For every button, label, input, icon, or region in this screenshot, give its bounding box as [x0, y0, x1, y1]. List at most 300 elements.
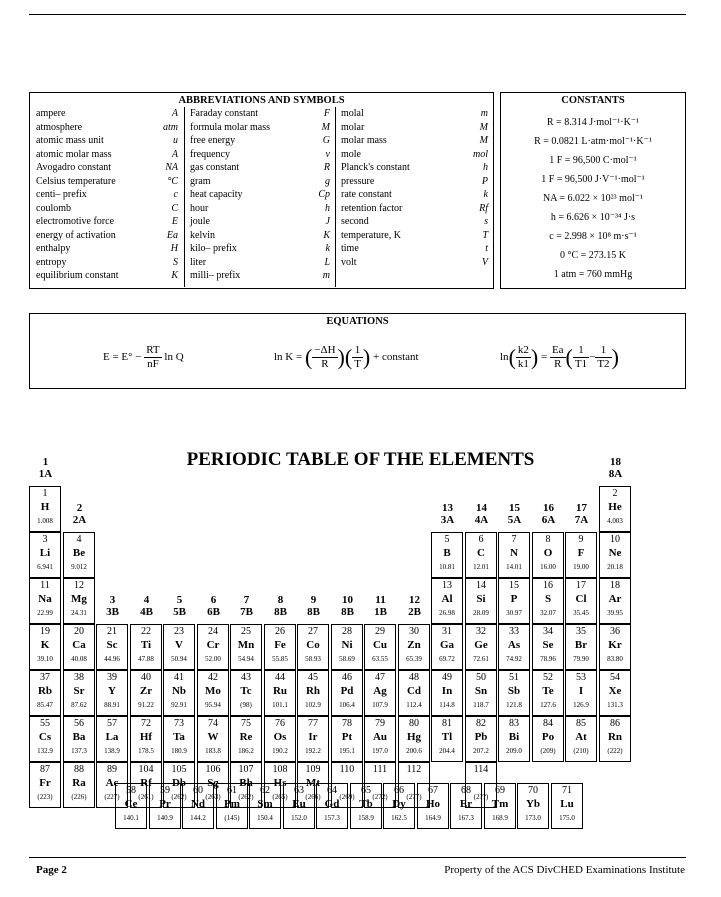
element-number: 86	[610, 718, 620, 729]
element-cell	[63, 624, 95, 670]
element-symbol: Nd	[190, 798, 206, 810]
abbr-term: centi– prefix	[36, 189, 87, 200]
abbr-term: gas constant	[190, 162, 240, 173]
element-symbol: Gd	[324, 798, 340, 810]
element-mass: 180.9	[171, 747, 187, 755]
element-mass: (263)	[205, 793, 221, 801]
eq3-fraction4	[595, 344, 611, 371]
element-cell	[364, 624, 396, 670]
element-cell	[599, 486, 631, 532]
element-number: 43	[241, 672, 251, 683]
element-symbol: Yb	[525, 798, 541, 810]
element-number: 34	[543, 626, 553, 637]
abbr-symbol: T	[482, 229, 488, 241]
element-symbol: Zn	[407, 639, 421, 651]
bottom-rule	[29, 857, 686, 858]
eq2-num: −ΔH	[314, 344, 336, 356]
element-cell	[599, 716, 631, 762]
element-cell	[532, 716, 564, 762]
group-number: 6	[210, 594, 217, 606]
abbr-term: second	[341, 216, 369, 227]
element-symbol: Tm	[491, 798, 509, 810]
eq3-den3: T1	[574, 358, 588, 370]
element-mass: 87.62	[71, 701, 87, 709]
abbr-symbol: k	[483, 189, 488, 200]
element-symbol: Tl	[441, 731, 453, 743]
element-number: 80	[409, 718, 419, 729]
element-cell	[29, 486, 61, 532]
element-number: 23	[174, 626, 184, 637]
element-symbol: Er	[459, 798, 473, 810]
element-mass: 91.22	[138, 701, 154, 709]
element-mass: 157.3	[324, 814, 340, 822]
abbr-term: heat capacity	[190, 189, 243, 200]
element-symbol: Y	[108, 685, 116, 697]
element-cell	[264, 716, 296, 762]
element-number: 49	[442, 672, 452, 683]
element-mass: (227)	[104, 793, 120, 801]
element-cell	[197, 716, 229, 762]
group-label: 2B	[408, 606, 421, 618]
group-label: 6A	[541, 514, 556, 526]
element-mass: 39.10	[37, 655, 53, 663]
eq2-den: R	[321, 358, 329, 370]
element-symbol: La	[105, 731, 119, 743]
abbr-col3-names	[341, 107, 410, 269]
eq2-num2: 1	[352, 344, 363, 358]
group-header	[163, 594, 196, 618]
element-symbol: I	[578, 685, 584, 697]
element-symbol: Si	[476, 593, 486, 605]
element-mass: (261)	[138, 793, 154, 801]
eq2-right: + constant	[373, 351, 419, 364]
element-symbol: Tc	[240, 685, 252, 697]
element-number: 41	[174, 672, 184, 683]
element-cell	[63, 532, 95, 578]
element-mass: 58.69	[339, 655, 355, 663]
element-cell	[398, 624, 430, 670]
abbr-term: time	[341, 243, 359, 254]
group-number: 8	[277, 594, 284, 606]
group-header	[398, 594, 431, 618]
element-mass: 101.1	[272, 701, 288, 709]
element-cell	[398, 716, 430, 762]
group-label: 5B	[173, 606, 186, 618]
element-symbol: Au	[372, 731, 388, 743]
abbr-symbol: mol	[473, 148, 488, 160]
element-mass: 178.5	[138, 747, 154, 755]
element-cell	[599, 532, 631, 578]
abbr-term: kilo– prefix	[190, 243, 237, 254]
abbr-term: milli– prefix	[190, 270, 241, 281]
element-symbol: Pb	[474, 731, 488, 743]
element-cell	[96, 624, 128, 670]
element-cell	[364, 716, 396, 762]
element-symbol: Po	[541, 731, 555, 743]
element-mass: 63.55	[372, 655, 388, 663]
element-number: 45	[308, 672, 318, 683]
element-cell	[297, 670, 329, 716]
element-mass: 118.7	[473, 701, 489, 709]
property-notice: Property of the ACS DivCHED Examinations Institute	[444, 864, 685, 876]
element-mass: 1.008	[37, 517, 53, 525]
element-mass: (265)	[272, 793, 288, 801]
abbr-symbol: h	[325, 202, 330, 214]
element-number: 5	[444, 534, 450, 545]
element-cell	[517, 783, 549, 829]
group-label: 8B	[307, 606, 320, 618]
equations-title: EQUATIONS	[326, 316, 389, 327]
element-number: 59	[160, 785, 170, 796]
element-cell	[29, 578, 61, 624]
constant-item: 1 F = 96,500 C·mol⁻¹	[549, 155, 637, 166]
element-symbol: V	[175, 639, 183, 651]
element-number: 60	[193, 785, 203, 796]
group-label: 1B	[374, 606, 387, 618]
abbr-symbol: atm	[163, 121, 178, 133]
element-mass: 173.0	[525, 814, 541, 822]
element-number: 44	[275, 672, 285, 683]
abbr-term: kelvin	[190, 229, 215, 241]
eq1-den: nF	[147, 358, 159, 370]
abbr-col1-names	[36, 107, 119, 283]
element-cell	[450, 783, 482, 829]
element-symbol: Ge	[474, 639, 488, 651]
constant-item: 1 atm = 760 mmHg	[553, 269, 633, 280]
element-number: 28	[342, 626, 352, 637]
element-mass: (266)	[305, 793, 321, 801]
element-number: 13	[442, 580, 452, 591]
element-number: 1	[42, 488, 48, 499]
element-number: 76	[275, 718, 285, 729]
element-number: 75	[241, 718, 251, 729]
element-cell	[599, 624, 631, 670]
element-symbol: Pr	[159, 798, 171, 810]
element-mass: (209)	[540, 747, 556, 755]
element-mass: (2??)	[473, 793, 489, 801]
abbr-symbol: °C	[167, 175, 178, 187]
element-number: 24	[208, 626, 218, 637]
element-symbol: Ca	[72, 639, 86, 651]
abbr-term: energy of activation	[36, 229, 116, 241]
element-mass: 186.2	[238, 747, 254, 755]
element-mass: 52.00	[205, 655, 221, 663]
group-number: 11	[375, 594, 386, 606]
element-number: 11	[40, 580, 50, 591]
element-cell	[29, 716, 61, 762]
eq3-fraction	[516, 344, 531, 371]
group-label: 7B	[240, 606, 253, 618]
element-mass: 137.3	[71, 747, 87, 755]
element-symbol: Pm	[224, 798, 240, 810]
abbr-symbol: Ea	[166, 229, 178, 241]
element-cell	[565, 716, 597, 762]
element-cell	[565, 670, 597, 716]
element-mass: 127.6	[540, 701, 556, 709]
element-number: 33	[509, 626, 519, 637]
element-cell	[197, 670, 229, 716]
element-cell	[197, 624, 229, 670]
element-mass: (262)	[238, 793, 254, 801]
element-cell	[599, 578, 631, 624]
element-mass: 126.9	[573, 701, 589, 709]
element-symbol: Na	[38, 593, 52, 605]
group-header	[532, 502, 565, 526]
group-number: 14	[476, 502, 487, 514]
abbr-symbol: K	[171, 270, 178, 281]
eq3-num3: 1	[573, 344, 589, 358]
element-mass: (262)	[171, 793, 187, 801]
element-mass: (277)	[406, 793, 422, 801]
element-mass: 12.01	[473, 563, 489, 571]
element-mass: 112.4	[406, 701, 422, 709]
element-mass: 28.09	[473, 609, 489, 617]
element-symbol: Co	[306, 639, 320, 651]
element-mass: (269)	[339, 793, 355, 801]
group-number: 10	[342, 594, 353, 606]
eq1-right: ln Q	[164, 351, 184, 364]
constant-item: 1 F = 96,500 J·V⁻¹·mol⁻¹	[541, 174, 645, 185]
eq2-fraction2	[352, 344, 363, 371]
abbr-term: atmosphere	[36, 121, 83, 133]
element-symbol: Ce	[124, 798, 138, 810]
eq1-num: RT	[146, 344, 160, 356]
group-label: 7A	[574, 514, 589, 526]
element-cell	[565, 578, 597, 624]
element-cell	[532, 578, 564, 624]
eq3-num: k2	[517, 344, 529, 356]
abbr-symbol: g	[325, 175, 330, 187]
eq2-fraction	[312, 344, 337, 371]
group-number: 18	[610, 456, 621, 468]
element-number: 51	[509, 672, 519, 683]
element-number: 18	[610, 580, 620, 591]
abbr-symbol: K	[323, 229, 330, 241]
abbr-term: mole	[341, 148, 361, 160]
abbr-term: pressure	[341, 175, 375, 187]
element-cell	[431, 578, 463, 624]
group-number: 2	[76, 502, 83, 514]
abbr-term: atomic molar mass	[36, 148, 112, 160]
element-symbol: Os	[273, 731, 287, 743]
element-number: 56	[74, 718, 84, 729]
element-mass: (223)	[37, 793, 53, 801]
element-symbol: Bh	[239, 777, 253, 789]
element-number: 78	[342, 718, 352, 729]
element-symbol: Fe	[274, 639, 286, 651]
element-cell	[498, 624, 530, 670]
element-symbol: He	[608, 501, 622, 513]
abbr-symbol: v	[325, 148, 330, 160]
element-number: 108	[272, 764, 288, 775]
element-number: 81	[442, 718, 452, 729]
group-label: 3B	[106, 606, 119, 618]
element-symbol: Hf	[139, 731, 153, 743]
element-symbol: Mn	[237, 639, 255, 651]
group-number: 13	[442, 502, 453, 514]
top-rule	[29, 14, 686, 15]
element-number: 10	[610, 534, 620, 545]
element-number: 25	[241, 626, 251, 637]
abbr-symbol: s	[484, 216, 488, 227]
element-cell	[230, 670, 262, 716]
element-symbol: Cl	[575, 593, 587, 605]
abbr-symbol: G	[322, 135, 330, 146]
element-mass: 19.00	[573, 563, 589, 571]
element-mass: (145)	[224, 814, 240, 822]
element-symbol: K	[40, 639, 50, 651]
element-cell	[29, 624, 61, 670]
element-cell	[130, 716, 162, 762]
constant-item: NA = 6.022 × 10²³ mol⁻¹	[543, 193, 643, 204]
group-number: 15	[509, 502, 520, 514]
element-cell	[484, 783, 516, 829]
element-mass: 195.1	[339, 747, 355, 755]
element-cell	[264, 624, 296, 670]
group-number: 9	[310, 594, 317, 606]
element-number: 3	[42, 534, 48, 545]
element-mass: 74.92	[506, 655, 522, 663]
eq3-fraction3	[573, 344, 589, 371]
element-mass: 106.4	[339, 701, 355, 709]
element-cell	[431, 532, 463, 578]
element-cell	[29, 532, 61, 578]
abbr-symbol: m	[322, 270, 330, 281]
eq1-left: E = E° −	[103, 351, 142, 364]
element-symbol: At	[575, 731, 587, 743]
element-number: 7	[511, 534, 517, 545]
element-mass: 40.08	[71, 655, 87, 663]
element-symbol: B	[443, 547, 451, 559]
element-symbol: Cd	[406, 685, 422, 697]
eq1-fraction	[144, 344, 161, 371]
element-symbol: P	[510, 593, 518, 605]
element-symbol: Ra	[72, 777, 86, 789]
element-symbol: F	[577, 547, 585, 559]
constant-item: c = 2.998 × 10⁸ m·s⁻¹	[549, 231, 637, 242]
element-symbol: Mt	[305, 777, 321, 789]
element-mass: 121.8	[506, 701, 522, 709]
element-cell	[96, 670, 128, 716]
constants-title: CONSTANTS	[561, 95, 625, 106]
element-number: 114	[473, 764, 489, 775]
element-mass: 58.93	[305, 655, 321, 663]
element-cell	[431, 716, 463, 762]
element-symbol: Te	[542, 685, 554, 697]
element-number: 57	[107, 718, 117, 729]
eq3-left: ln	[500, 351, 509, 364]
element-symbol: Xe	[608, 685, 622, 697]
element-cell	[599, 670, 631, 716]
element-mass: 55.85	[272, 655, 288, 663]
group-label: 8B	[341, 606, 354, 618]
element-number: 71	[562, 785, 572, 796]
element-number: 30	[409, 626, 419, 637]
element-number: 68	[461, 785, 471, 796]
element-number: 70	[528, 785, 538, 796]
eq3-den2: R	[554, 358, 562, 370]
abbreviations-box	[29, 92, 494, 289]
element-number: 106	[205, 764, 221, 775]
group-header	[364, 594, 397, 618]
element-mass: 14.01	[506, 563, 522, 571]
abbr-term: liter	[190, 256, 207, 268]
element-number: 8	[545, 534, 551, 545]
element-mass: 26.98	[439, 609, 455, 617]
abbr-term: Avogadro constant	[36, 162, 112, 173]
element-cell	[63, 670, 95, 716]
element-mass: 197.0	[372, 747, 388, 755]
element-mass: 144.2	[190, 814, 206, 822]
element-cell	[29, 670, 61, 716]
element-symbol: Hs	[273, 777, 287, 789]
element-symbol: N	[510, 547, 518, 559]
element-mass: 85.47	[37, 701, 53, 709]
abbr-symbol: M	[479, 135, 488, 146]
element-cell	[498, 670, 530, 716]
element-cell	[465, 716, 497, 762]
element-symbol: Zr	[139, 685, 153, 697]
group-label: 8A	[608, 468, 623, 480]
element-symbol: Rh	[305, 685, 321, 697]
element-mass: 83.80	[607, 655, 623, 663]
abbr-symbol: F	[323, 108, 330, 119]
element-cell	[316, 783, 348, 829]
element-mass: 167.3	[458, 814, 474, 822]
element-mass: 131.3	[607, 701, 623, 709]
eq3-mid: =	[540, 351, 548, 364]
abbr-term: electromotive force	[36, 216, 115, 227]
eq3-num2: Ea	[551, 344, 564, 356]
element-mass: 190.2	[272, 747, 288, 755]
abbr-term: coulomb	[36, 202, 71, 214]
group-label: 1A	[38, 468, 53, 480]
abbr-term: Faraday constant	[190, 108, 259, 119]
group-header	[498, 502, 531, 526]
element-number: 109	[305, 764, 321, 775]
element-symbol: Li	[39, 547, 51, 559]
element-number: 47	[375, 672, 385, 683]
element-cell	[331, 716, 363, 762]
eq3-num4: 1	[595, 344, 611, 358]
element-mass: 138.9	[104, 747, 120, 755]
element-cell	[465, 532, 497, 578]
element-symbol: Ac	[105, 777, 119, 789]
element-cell	[115, 783, 147, 829]
element-number: 32	[476, 626, 486, 637]
element-mass: 10.81	[439, 563, 455, 571]
element-cell	[350, 783, 382, 829]
group-label: 4A	[474, 514, 489, 526]
group-header	[264, 594, 297, 618]
abbr-term: molal	[341, 108, 364, 119]
element-number: 52	[543, 672, 553, 683]
abbreviations-title: ABBREVIATIONS AND SYMBOLS	[178, 95, 345, 106]
eq3-fraction2	[550, 344, 566, 371]
constant-item: R = 8.314 J·mol⁻¹·K⁻¹	[546, 117, 640, 128]
group-label: 3A	[440, 514, 455, 526]
equations-box	[29, 313, 686, 389]
eq3-minus: −	[589, 351, 596, 364]
element-cell	[532, 670, 564, 716]
element-number: 110	[339, 764, 355, 775]
group-number: 17	[576, 502, 587, 514]
element-symbol: Cs	[38, 731, 52, 743]
element-cell	[63, 578, 95, 624]
element-symbol: Eu	[292, 798, 306, 810]
element-symbol: Rf	[140, 777, 152, 789]
element-number: 67	[428, 785, 438, 796]
